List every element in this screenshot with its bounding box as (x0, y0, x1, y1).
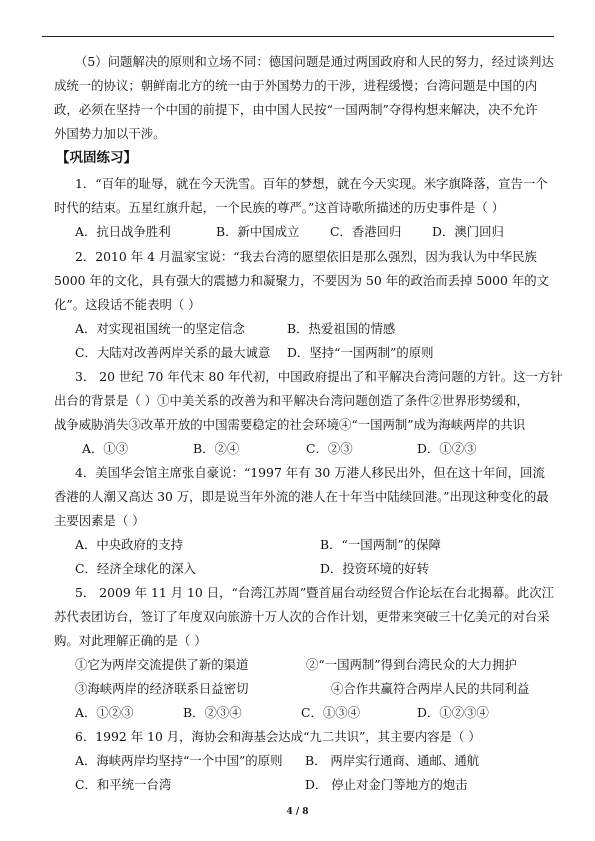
q4-stem-1: 4．美国华会馆主席张自豪说：“1997 年有 30 万港人移民出外，但在这十年间，回流 (75, 465, 545, 480)
q1-option-b: B．新中国成立 (216, 224, 300, 239)
q3-stem-3: 战争威胁消失③改革开放的中国需要稳定的社会环境④“一国两制”成为海峡两岸的共识 (54, 417, 526, 432)
q4-option-d: D．投资环境的好转 (320, 561, 430, 576)
q4-option-b: B．“一国两制”的保障 (320, 537, 441, 552)
q2-stem-2: 5000 年的文化，具有强大的震撼力和凝聚力，不要因为 50 年的政治而丢掉 5000 年的文 (54, 273, 550, 288)
q5-stem-3: 购。对此理解正确的是（ ） (54, 633, 207, 648)
q4-stem-2: 香港的人潮又高达 30 万，即是说当年外流的港人在十年当中陆续回港。”出现这种变化的最 (54, 489, 549, 504)
q1-option-d: D．澳门回归 (432, 224, 504, 239)
q6-option-a: A．海峡两岸均坚持“一个中国”的原则 (75, 753, 283, 768)
para5-line-2: 成统一的协议；朝鲜南北方的统一由于外国势力的干涉，进程缓慢；台湾问题是中国的内 (54, 78, 538, 93)
q1-stem-2: 时代的结束。五星红旗升起，一个民族的尊严。”这首诗歌所描述的历史事件是（ ） (54, 200, 505, 215)
q2-option-a: A．对实现祖国统一的坚定信念 (75, 321, 246, 336)
q1-stem-1: 1．“百年的耻辱，就在今天洗雪。百年的梦想，就在今天实现。米字旗降落，宣告一个 (75, 176, 548, 191)
q6-stem-1: 6．1992 年 10 月，海协会和海基会达成“九二共识”，其主要内容是（ ） (75, 729, 481, 744)
q2-option-d: D．坚持“一国两制”的原则 (287, 345, 434, 360)
para5-line-3: 政，必须在坚持一个中国的前提下，由中国人民按“一国两制”夺得构想来解决，决不允许 (54, 102, 538, 117)
q4-option-c: C．经济全球化的深入 (75, 561, 196, 576)
q5-statement-3: ③海峡两岸的经济联系日益密切 (75, 681, 249, 696)
q5-option-d: D．①②③④ (417, 705, 489, 720)
q3-stem-2: 出台的背景是（ ）①中美关系的改善为和平解决台湾问题创造了条件②世界形势缓和， (54, 393, 529, 408)
q5-option-a: A．①②③ (75, 705, 134, 720)
q5-stem-2: 苏代表团访台，签订了年度双向旅游十万人次的合作计划，更带来突破三十亿美元的对台采 (54, 609, 550, 624)
q4-option-a: A．中央政府的支持 (75, 537, 184, 552)
section-heading: 【巩固练习】 (56, 150, 137, 166)
q6-option-b: B． 两岸实行通商、通邮、通航 (305, 753, 480, 768)
q5-stem-1: 5． 2009 年 11 月 10 日，“台湾江苏周”暨首届台动经贸合作论坛在台北揭幕。此次江 (75, 585, 554, 600)
q3-option-c: C．②③ (306, 441, 353, 456)
q2-option-c: C．大陆对改善两岸关系的最大诚意 (75, 345, 271, 360)
q1-option-c: C．香港回归 (330, 224, 402, 239)
q5-statement-4: ④合作共赢符合两岸人民的共同利益 (331, 681, 530, 696)
q5-option-c: C．①③④ (301, 705, 361, 720)
page-number: 4 / 8 (286, 807, 309, 817)
para5-line-1: （5）问题解决的原则和立场不同：德国问题是通过两国政府和人民的努力，经过谈判达 (75, 54, 554, 69)
para5-line-4: 外国势力加以干涉。 (54, 126, 166, 141)
q3-stem-1: 3． 20 世纪 70 年代末 80 年代初，中国政府提出了和平解决台湾问题的方针。这一方针 (75, 369, 563, 384)
q3-option-a: A．①③ (82, 441, 129, 456)
header-rule (42, 36, 554, 37)
q2-stem-1: 2．2010 年 4 月温家宝说：“我去台湾的愿望依旧是那么强烈，因为我认为中华民族 (75, 249, 537, 264)
q3-option-b: B．②④ (193, 441, 240, 456)
q5-option-b: B．②③④ (183, 705, 242, 720)
q2-stem-3: 化”。这段话不能表明（ ） (54, 297, 201, 312)
q5-statement-2: ②“一国两制”得到台湾民众的大力拥护 (306, 657, 517, 672)
q4-stem-3: 主要因素是（ ） (54, 513, 145, 528)
q1-option-a: A．抗日战争胜利 (75, 224, 171, 239)
q3-option-d: D．①②③ (417, 441, 477, 456)
q6-option-d: D． 停止对金门等地方的炮击 (305, 777, 468, 792)
q2-option-b: B．热爱祖国的情感 (287, 321, 396, 336)
q6-option-c: C．和平统一台湾 (75, 777, 172, 792)
q5-statement-1: ①它为两岸交流提供了新的渠道 (75, 657, 249, 672)
